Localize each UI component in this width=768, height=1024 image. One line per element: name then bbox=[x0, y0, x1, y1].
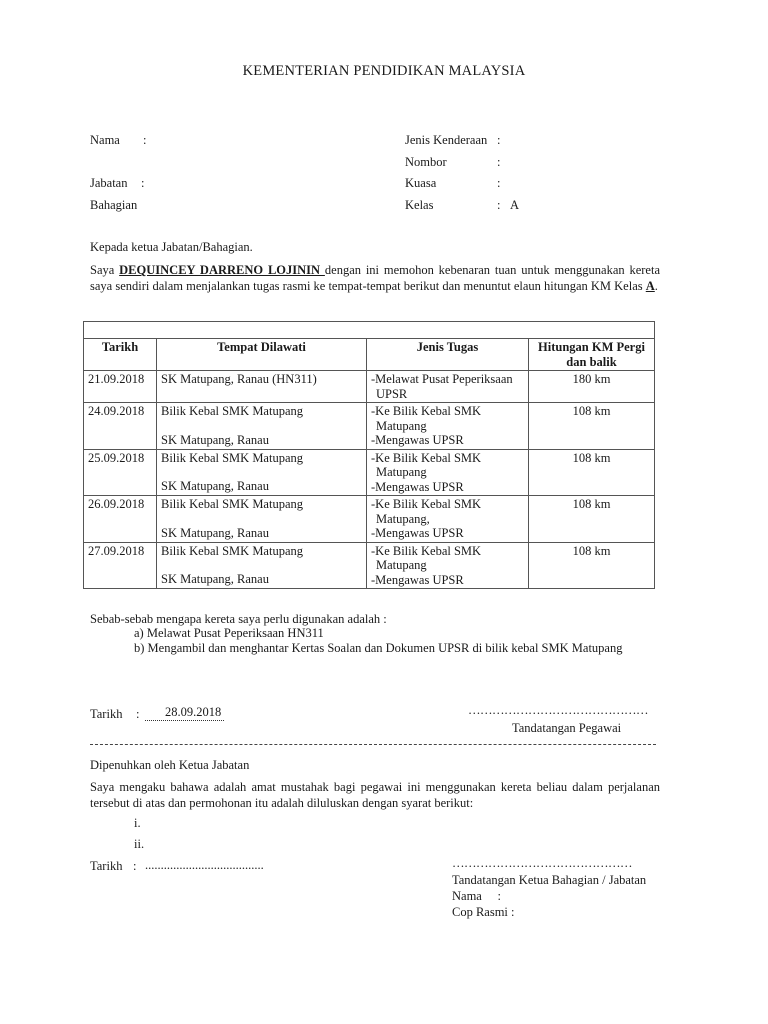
header-hitungan-km: Hitungan KM Pergi dan balik bbox=[529, 339, 655, 371]
ketua-nama: Nama : bbox=[452, 889, 501, 903]
table-row bbox=[84, 403, 655, 450]
request-saya: Saya bbox=[90, 263, 115, 277]
task-line-3: -Mengawas UPSR bbox=[371, 433, 464, 447]
approval-heading: Dipenuhkan oleh Ketua Jabatan bbox=[90, 758, 250, 772]
row-task bbox=[367, 496, 529, 543]
row-place bbox=[157, 403, 367, 450]
row-place bbox=[157, 449, 367, 496]
place-line-1: Bilik Kebal SMK Matupang bbox=[161, 450, 304, 465]
jabatan-label: Jabatan bbox=[90, 176, 128, 190]
header-tarikh: Tarikh bbox=[84, 339, 157, 371]
place-line-2: SK Matupang, Ranau bbox=[161, 432, 269, 447]
condition-i: i. bbox=[134, 816, 141, 830]
kuasa-label: Kuasa bbox=[405, 176, 437, 190]
jabatan-colon: : bbox=[141, 176, 145, 190]
place-line-1: Bilik Kebal SMK Matupang bbox=[161, 497, 304, 511]
task-line-3: -Mengawas UPSR bbox=[371, 479, 464, 494]
header-tempat: Tempat Dilawati bbox=[157, 339, 367, 371]
row-date: 27.09.2018 bbox=[84, 542, 157, 589]
row-task bbox=[367, 542, 529, 589]
row-km: 108 km bbox=[529, 403, 655, 450]
row-date: 25.09.2018 bbox=[84, 449, 157, 496]
task-line-1: -Ke Bilik Kebal SMK bbox=[371, 543, 482, 558]
table-row bbox=[84, 496, 655, 543]
reason-b: b) Mengambil dan menghantar Kertas Soalan dan Dokumen UPSR di bilik kebal SMK Matupang bbox=[134, 641, 623, 655]
cop-rasmi: Cop Rasmi : bbox=[452, 905, 515, 919]
table-header-row bbox=[84, 339, 655, 371]
bahagian-label: Bahagian bbox=[90, 198, 138, 212]
row-task bbox=[367, 371, 529, 403]
table-row bbox=[84, 449, 655, 496]
table-row bbox=[84, 371, 655, 403]
approval-tarikh-label: Tarikh bbox=[90, 859, 123, 873]
section-divider bbox=[90, 744, 656, 745]
condition-ii: ii. bbox=[134, 837, 145, 851]
request-text: dengan ini memohon kebenaran tuan untuk menggunakan kereta saya sendiri dalam menjalankan tugas rasmi ke tempat-tempat berikut dan menuntut elaun hitungan KM Kelas bbox=[90, 263, 660, 293]
row-date: 26.09.2018 bbox=[84, 496, 157, 543]
task-line-2: Matupang bbox=[376, 558, 427, 572]
jenis-kenderaan-colon: : bbox=[497, 133, 501, 147]
request-end: . bbox=[654, 279, 658, 293]
table-row bbox=[84, 542, 655, 589]
request-paragraph bbox=[90, 262, 660, 294]
approval-tarikh-colon: : bbox=[133, 859, 137, 873]
approval-text: Saya mengaku bahawa adalah amat mustahak bagi pegawai ini menggunakan kereta beliau dalam perjalanan tersebut di atas dan permohonan itu adalah diluluskan dengan syarat berikut: bbox=[90, 780, 660, 810]
task-line-1: -Ke Bilik Kebal SMK bbox=[371, 404, 482, 418]
kepada-line: Kepada ketua Jabatan/Bahagian. bbox=[90, 240, 253, 254]
pegawai-signature-line: ……………………………………… bbox=[468, 703, 648, 717]
table-blank-row bbox=[84, 322, 655, 339]
row-km: 180 km bbox=[529, 371, 655, 403]
tarikh-value: 28.09.2018 bbox=[145, 705, 224, 721]
tarikh-colon: : bbox=[136, 707, 140, 721]
blank-cell bbox=[84, 322, 655, 339]
place-line-2: SK Matupang, Ranau bbox=[161, 572, 269, 586]
row-km: 108 km bbox=[529, 449, 655, 496]
pegawai-signature-caption: Tandatangan Pegawai bbox=[512, 721, 622, 735]
task-line-2: Matupang, bbox=[376, 511, 430, 526]
row-task bbox=[367, 403, 529, 450]
document-title: KEMENTERIAN PENDIDIKAN MALAYSIA bbox=[242, 63, 526, 79]
task-line-3: -Mengawas UPSR bbox=[371, 572, 464, 587]
row-km: 108 km bbox=[529, 542, 655, 589]
approval-tarikh-dots: ...................................... bbox=[145, 858, 264, 872]
row-place bbox=[157, 371, 367, 403]
request-kelas: A bbox=[645, 279, 655, 293]
task-line-2: UPSR bbox=[376, 386, 408, 401]
nombor-label: Nombor bbox=[405, 155, 447, 169]
reasons-intro: Sebab-sebab mengapa kereta saya perlu digunakan adalah : bbox=[90, 612, 387, 626]
row-km: 108 km bbox=[529, 496, 655, 543]
applicant-name: DEQUINCEY DARRENO LOJININ bbox=[119, 263, 325, 277]
task-line-2: Matupang bbox=[376, 418, 427, 433]
ketua-signature-caption: Tandatangan Ketua Bahagian / Jabatan bbox=[452, 873, 647, 887]
place-line-1: SK Matupang, Ranau (HN311) bbox=[161, 372, 317, 386]
task-line-3: -Mengawas UPSR bbox=[371, 526, 464, 540]
kelas-label: Kelas bbox=[405, 198, 434, 212]
row-task bbox=[367, 449, 529, 496]
kuasa-colon: : bbox=[497, 176, 501, 190]
tarikh-label: Tarikh bbox=[90, 707, 123, 721]
place-line-1: Bilik Kebal SMK Matupang bbox=[161, 404, 304, 418]
reason-a: a) Melawat Pusat Peperiksaan HN311 bbox=[134, 626, 324, 640]
row-place bbox=[157, 542, 367, 589]
place-line-2: SK Matupang, Ranau bbox=[161, 479, 269, 493]
jenis-kenderaan-label: Jenis Kenderaan bbox=[405, 133, 488, 147]
ketua-signature-line: ……………………………………… bbox=[452, 856, 632, 870]
row-date: 21.09.2018 bbox=[84, 371, 157, 403]
place-line-1: Bilik Kebal SMK Matupang bbox=[161, 543, 304, 558]
task-line-1: -Melawat Pusat Peperiksaan bbox=[371, 372, 513, 386]
task-line-2: Matupang bbox=[376, 465, 427, 479]
nama-colon: : bbox=[143, 133, 147, 147]
nama-label: Nama bbox=[90, 133, 120, 147]
place-line-2: SK Matupang, Ranau bbox=[161, 525, 269, 540]
row-date: 24.09.2018 bbox=[84, 403, 157, 450]
task-line-1: -Ke Bilik Kebal SMK bbox=[371, 497, 482, 511]
kelas-value: A bbox=[510, 198, 520, 212]
row-place bbox=[157, 496, 367, 543]
task-line-1: -Ke Bilik Kebal SMK bbox=[371, 450, 482, 465]
kelas-colon: : bbox=[497, 198, 501, 212]
trip-table bbox=[83, 321, 655, 589]
header-jenis-tugas: Jenis Tugas bbox=[367, 339, 529, 371]
nombor-colon: : bbox=[497, 155, 501, 169]
